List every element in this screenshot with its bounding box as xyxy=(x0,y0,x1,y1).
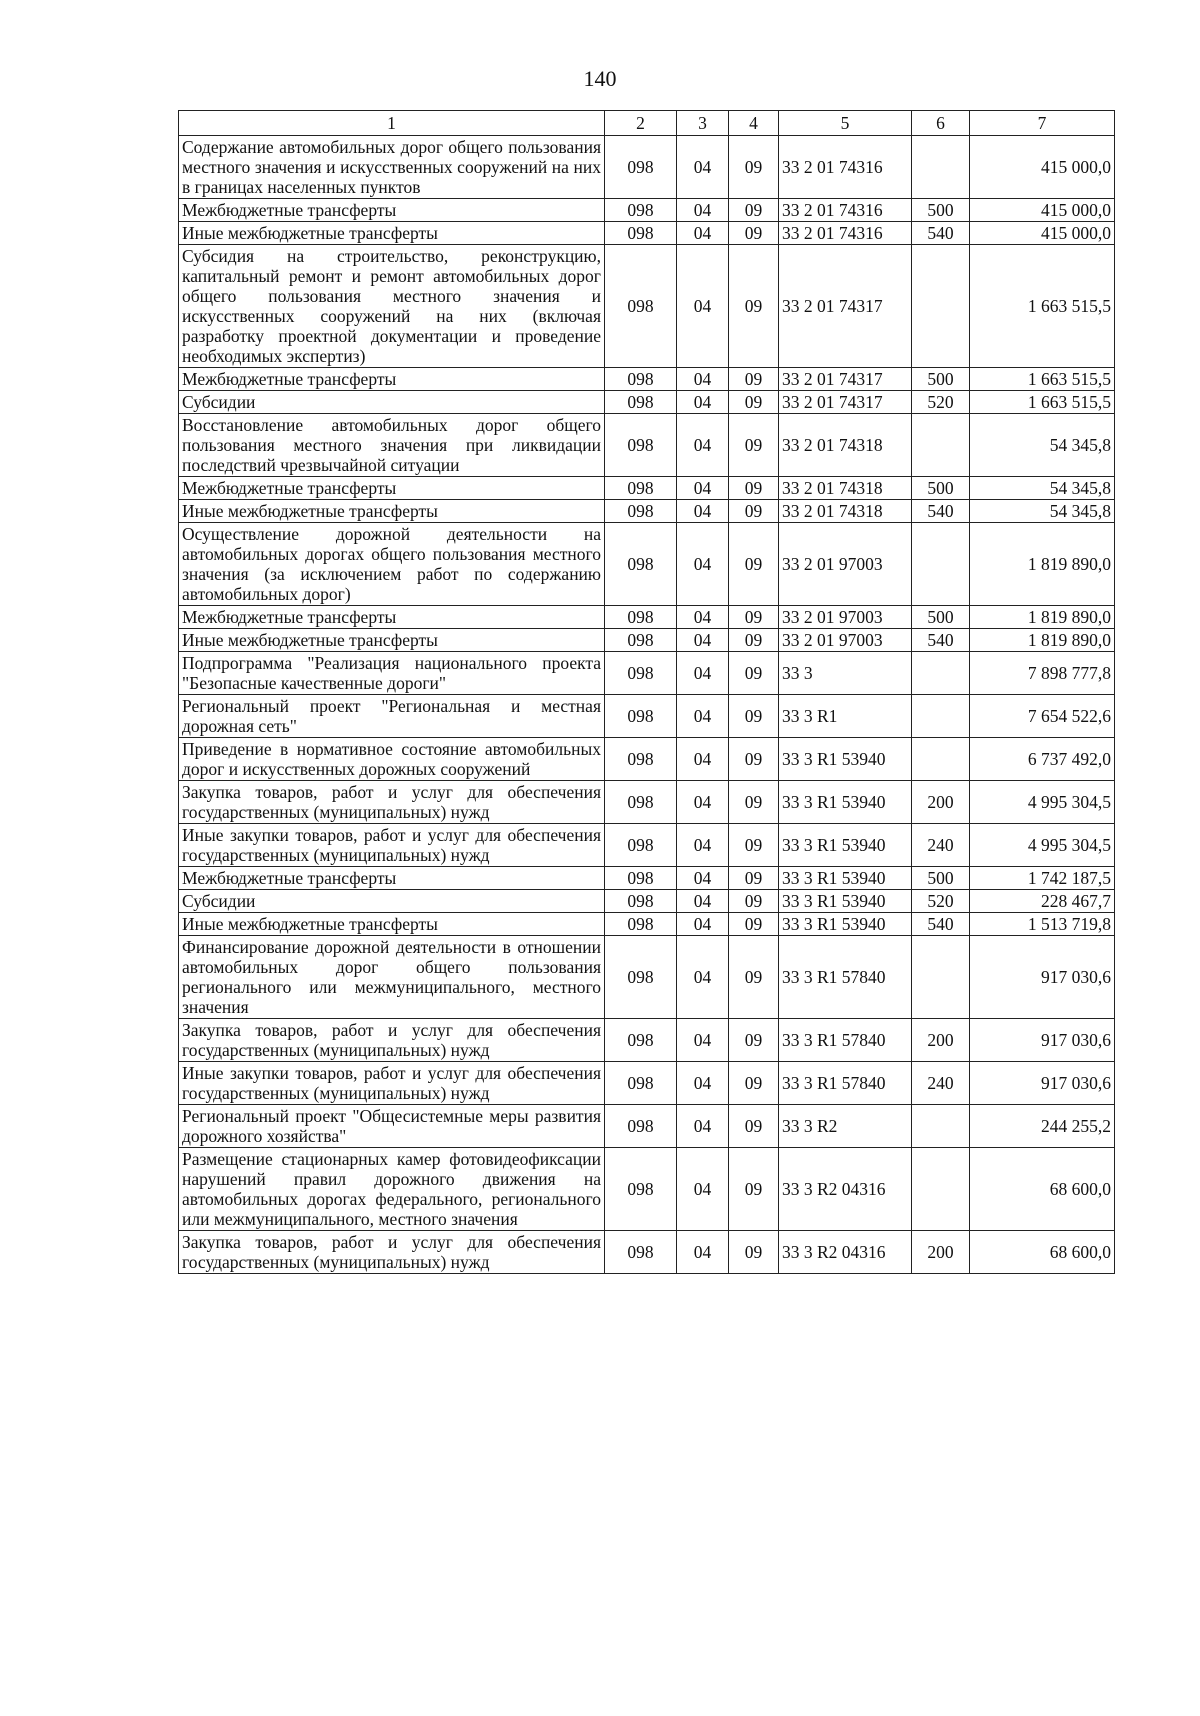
expense-type-code: 500 xyxy=(912,867,970,890)
target-article-code: 33 3 R1 xyxy=(779,695,912,738)
section-code: 04 xyxy=(677,414,729,477)
table-row xyxy=(179,136,1115,199)
amount: 4 995 304,5 xyxy=(970,824,1115,867)
expense-type-code: 540 xyxy=(912,913,970,936)
target-article-code: 33 2 01 74318 xyxy=(779,414,912,477)
target-article-code: 33 2 01 97003 xyxy=(779,606,912,629)
amount: 7 654 522,6 xyxy=(970,695,1115,738)
expense-type-code xyxy=(912,738,970,781)
section-code: 04 xyxy=(677,1148,729,1231)
table-row xyxy=(179,245,1115,368)
target-article-code: 33 2 01 74317 xyxy=(779,245,912,368)
section-code: 04 xyxy=(677,738,729,781)
amount: 1 742 187,5 xyxy=(970,867,1115,890)
subsection-code: 09 xyxy=(729,738,779,781)
table-row xyxy=(179,936,1115,1019)
subsection-code: 09 xyxy=(729,824,779,867)
ministry-code: 098 xyxy=(605,391,677,414)
table-row xyxy=(179,391,1115,414)
ministry-code: 098 xyxy=(605,936,677,1019)
target-article-code: 33 3 R1 57840 xyxy=(779,936,912,1019)
ministry-code: 098 xyxy=(605,824,677,867)
table-row xyxy=(179,523,1115,606)
amount: 68 600,0 xyxy=(970,1231,1115,1274)
ministry-code: 098 xyxy=(605,414,677,477)
expense-name: Региональный проект "Региональная и местная дорожная сеть" xyxy=(179,695,605,738)
section-code: 04 xyxy=(677,222,729,245)
subsection-code: 09 xyxy=(729,136,779,199)
amount: 244 255,2 xyxy=(970,1105,1115,1148)
ministry-code: 098 xyxy=(605,1148,677,1231)
section-code: 04 xyxy=(677,1231,729,1274)
target-article-code: 33 2 01 74318 xyxy=(779,477,912,500)
target-article-code: 33 3 R1 53940 xyxy=(779,890,912,913)
target-article-code: 33 2 01 97003 xyxy=(779,523,912,606)
subsection-code: 09 xyxy=(729,1148,779,1231)
ministry-code: 098 xyxy=(605,523,677,606)
ministry-code: 098 xyxy=(605,199,677,222)
section-code: 04 xyxy=(677,606,729,629)
subsection-code: 09 xyxy=(729,1019,779,1062)
subsection-code: 09 xyxy=(729,867,779,890)
table-row xyxy=(179,477,1115,500)
column-header: 2 xyxy=(605,111,677,136)
table-row xyxy=(179,652,1115,695)
budget-table xyxy=(178,110,1115,1274)
section-code: 04 xyxy=(677,824,729,867)
expense-name: Содержание автомобильных дорог общего пользования местного значения и искусственных сооружений на них в границах населенных пунктов xyxy=(179,136,605,199)
expense-type-code xyxy=(912,523,970,606)
section-code: 04 xyxy=(677,1105,729,1148)
table-row xyxy=(179,824,1115,867)
expense-type-code: 500 xyxy=(912,199,970,222)
table-row xyxy=(179,1062,1115,1105)
amount: 415 000,0 xyxy=(970,222,1115,245)
amount: 917 030,6 xyxy=(970,1062,1115,1105)
expense-name: Иные закупки товаров, работ и услуг для обеспечения государственных (муниципальных) нужд xyxy=(179,1062,605,1105)
ministry-code: 098 xyxy=(605,477,677,500)
table-body xyxy=(179,136,1115,1274)
table-row xyxy=(179,606,1115,629)
expense-type-code: 540 xyxy=(912,629,970,652)
subsection-code: 09 xyxy=(729,523,779,606)
subsection-code: 09 xyxy=(729,1231,779,1274)
column-header: 7 xyxy=(970,111,1115,136)
table-row xyxy=(179,738,1115,781)
subsection-code: 09 xyxy=(729,477,779,500)
ministry-code: 098 xyxy=(605,867,677,890)
expense-name: Закупка товаров, работ и услуг для обеспечения государственных (муниципальных) нужд xyxy=(179,1231,605,1274)
subsection-code: 09 xyxy=(729,936,779,1019)
subsection-code: 09 xyxy=(729,391,779,414)
amount: 54 345,8 xyxy=(970,477,1115,500)
target-article-code: 33 2 01 74317 xyxy=(779,391,912,414)
page-number: 140 xyxy=(583,66,617,91)
expense-name: Межбюджетные трансферты xyxy=(179,477,605,500)
expense-type-code xyxy=(912,652,970,695)
amount: 1 819 890,0 xyxy=(970,629,1115,652)
target-article-code: 33 3 R1 53940 xyxy=(779,913,912,936)
ministry-code: 098 xyxy=(605,1062,677,1105)
section-code: 04 xyxy=(677,695,729,738)
subsection-code: 09 xyxy=(729,652,779,695)
subsection-code: 09 xyxy=(729,199,779,222)
amount: 1 513 719,8 xyxy=(970,913,1115,936)
expense-type-code: 200 xyxy=(912,1231,970,1274)
expense-type-code xyxy=(912,1105,970,1148)
table-row xyxy=(179,781,1115,824)
expense-name: Закупка товаров, работ и услуг для обеспечения государственных (муниципальных) нужд xyxy=(179,781,605,824)
section-code: 04 xyxy=(677,1062,729,1105)
ministry-code: 098 xyxy=(605,1019,677,1062)
target-article-code: 33 3 R2 xyxy=(779,1105,912,1148)
expense-type-code xyxy=(912,936,970,1019)
table-row xyxy=(179,890,1115,913)
subsection-code: 09 xyxy=(729,1105,779,1148)
expense-name: Субсидия на строительство, реконструкцию, капитальный ремонт и ремонт автомобильных дорог общего пользования местного значения и искусственных сооружений на них (включая разработку проектной документации и проведение необходимых экспертиз) xyxy=(179,245,605,368)
expense-type-code xyxy=(912,695,970,738)
subsection-code: 09 xyxy=(729,414,779,477)
target-article-code: 33 2 01 74316 xyxy=(779,136,912,199)
expense-type-code: 200 xyxy=(912,1019,970,1062)
amount: 68 600,0 xyxy=(970,1148,1115,1231)
table-row xyxy=(179,1231,1115,1274)
subsection-code: 09 xyxy=(729,222,779,245)
amount: 1 819 890,0 xyxy=(970,606,1115,629)
expense-name: Субсидии xyxy=(179,890,605,913)
section-code: 04 xyxy=(677,913,729,936)
expense-type-code: 200 xyxy=(912,781,970,824)
target-article-code: 33 3 R1 53940 xyxy=(779,781,912,824)
table-row xyxy=(179,1019,1115,1062)
expense-type-code: 520 xyxy=(912,391,970,414)
table-row xyxy=(179,695,1115,738)
amount: 1 819 890,0 xyxy=(970,523,1115,606)
section-code: 04 xyxy=(677,652,729,695)
section-code: 04 xyxy=(677,477,729,500)
expense-type-code: 520 xyxy=(912,890,970,913)
ministry-code: 098 xyxy=(605,136,677,199)
amount: 54 345,8 xyxy=(970,414,1115,477)
subsection-code: 09 xyxy=(729,890,779,913)
expense-name: Осуществление дорожной деятельности на автомобильных дорогах общего пользования местного значения (за исключением работ по содержанию автомобильных дорог) xyxy=(179,523,605,606)
expense-name: Межбюджетные трансферты xyxy=(179,606,605,629)
ministry-code: 098 xyxy=(605,913,677,936)
expense-name: Приведение в нормативное состояние автомобильных дорог и искусственных дорожных сооружений xyxy=(179,738,605,781)
target-article-code: 33 3 xyxy=(779,652,912,695)
expense-name: Иные межбюджетные трансферты xyxy=(179,500,605,523)
subsection-code: 09 xyxy=(729,368,779,391)
expense-name: Межбюджетные трансферты xyxy=(179,199,605,222)
ministry-code: 098 xyxy=(605,222,677,245)
subsection-code: 09 xyxy=(729,500,779,523)
section-code: 04 xyxy=(677,368,729,391)
ministry-code: 098 xyxy=(605,695,677,738)
amount: 7 898 777,8 xyxy=(970,652,1115,695)
expense-type-code xyxy=(912,1148,970,1231)
expense-type-code xyxy=(912,414,970,477)
ministry-code: 098 xyxy=(605,652,677,695)
ministry-code: 098 xyxy=(605,368,677,391)
target-article-code: 33 3 R2 04316 xyxy=(779,1148,912,1231)
subsection-code: 09 xyxy=(729,695,779,738)
expense-name: Подпрограмма "Реализация национального проекта "Безопасные качественные дороги" xyxy=(179,652,605,695)
target-article-code: 33 2 01 74317 xyxy=(779,368,912,391)
ministry-code: 098 xyxy=(605,1105,677,1148)
subsection-code: 09 xyxy=(729,245,779,368)
expense-type-code: 500 xyxy=(912,606,970,629)
table-row xyxy=(179,414,1115,477)
ministry-code: 098 xyxy=(605,1231,677,1274)
column-header: 3 xyxy=(677,111,729,136)
amount: 917 030,6 xyxy=(970,936,1115,1019)
expense-name: Восстановление автомобильных дорог общего пользования местного значения при ликвидации последствий чрезвычайной ситуации xyxy=(179,414,605,477)
expense-name: Иные межбюджетные трансферты xyxy=(179,629,605,652)
amount: 415 000,0 xyxy=(970,199,1115,222)
target-article-code: 33 2 01 74316 xyxy=(779,222,912,245)
expense-name: Региональный проект "Общесистемные меры развития дорожного хозяйства" xyxy=(179,1105,605,1148)
expense-name: Межбюджетные трансферты xyxy=(179,368,605,391)
amount: 1 663 515,5 xyxy=(970,245,1115,368)
expense-type-code: 540 xyxy=(912,222,970,245)
expense-type-code xyxy=(912,136,970,199)
table-row xyxy=(179,867,1115,890)
target-article-code: 33 3 R1 53940 xyxy=(779,738,912,781)
section-code: 04 xyxy=(677,136,729,199)
expense-name: Размещение стационарных камер фотовидеофиксации нарушений правил дорожного движения на автомобильных дорогах федерального, регионального или межмуниципального, местного значения xyxy=(179,1148,605,1231)
amount: 4 995 304,5 xyxy=(970,781,1115,824)
expense-name: Иные межбюджетные трансферты xyxy=(179,913,605,936)
table-row xyxy=(179,368,1115,391)
subsection-code: 09 xyxy=(729,629,779,652)
amount: 415 000,0 xyxy=(970,136,1115,199)
table-row xyxy=(179,222,1115,245)
expense-name: Субсидии xyxy=(179,391,605,414)
amount: 917 030,6 xyxy=(970,1019,1115,1062)
section-code: 04 xyxy=(677,391,729,414)
column-header: 1 xyxy=(179,111,605,136)
section-code: 04 xyxy=(677,867,729,890)
table-row xyxy=(179,1105,1115,1148)
ministry-code: 098 xyxy=(605,629,677,652)
section-code: 04 xyxy=(677,629,729,652)
expense-type-code: 240 xyxy=(912,1062,970,1105)
expense-type-code xyxy=(912,245,970,368)
subsection-code: 09 xyxy=(729,1062,779,1105)
column-header: 6 xyxy=(912,111,970,136)
ministry-code: 098 xyxy=(605,738,677,781)
column-header: 4 xyxy=(729,111,779,136)
expense-name: Закупка товаров, работ и услуг для обеспечения государственных (муниципальных) нужд xyxy=(179,1019,605,1062)
section-code: 04 xyxy=(677,523,729,606)
expense-type-code: 240 xyxy=(912,824,970,867)
amount: 54 345,8 xyxy=(970,500,1115,523)
expense-name: Иные межбюджетные трансферты xyxy=(179,222,605,245)
expense-type-code: 540 xyxy=(912,500,970,523)
table-row xyxy=(179,500,1115,523)
column-number-header-row xyxy=(179,111,1115,136)
target-article-code: 33 2 01 97003 xyxy=(779,629,912,652)
expense-type-code: 500 xyxy=(912,477,970,500)
target-article-code: 33 2 01 74318 xyxy=(779,500,912,523)
section-code: 04 xyxy=(677,890,729,913)
subsection-code: 09 xyxy=(729,781,779,824)
section-code: 04 xyxy=(677,936,729,1019)
ministry-code: 098 xyxy=(605,245,677,368)
section-code: 04 xyxy=(677,1019,729,1062)
table-row xyxy=(179,199,1115,222)
target-article-code: 33 3 R1 53940 xyxy=(779,824,912,867)
ministry-code: 098 xyxy=(605,500,677,523)
target-article-code: 33 2 01 74316 xyxy=(779,199,912,222)
column-header: 5 xyxy=(779,111,912,136)
ministry-code: 098 xyxy=(605,781,677,824)
target-article-code: 33 3 R1 53940 xyxy=(779,867,912,890)
target-article-code: 33 3 R1 57840 xyxy=(779,1062,912,1105)
expense-name: Межбюджетные трансферты xyxy=(179,867,605,890)
subsection-code: 09 xyxy=(729,913,779,936)
section-code: 04 xyxy=(677,245,729,368)
table-row xyxy=(179,1148,1115,1231)
target-article-code: 33 3 R2 04316 xyxy=(779,1231,912,1274)
amount: 6 737 492,0 xyxy=(970,738,1115,781)
section-code: 04 xyxy=(677,781,729,824)
target-article-code: 33 3 R1 57840 xyxy=(779,1019,912,1062)
ministry-code: 098 xyxy=(605,606,677,629)
ministry-code: 098 xyxy=(605,890,677,913)
expense-name: Финансирование дорожной деятельности в отношении автомобильных дорог общего пользования регионального или межмуниципального, местного значения xyxy=(179,936,605,1019)
table-row xyxy=(179,629,1115,652)
section-code: 04 xyxy=(677,500,729,523)
table-row xyxy=(179,913,1115,936)
subsection-code: 09 xyxy=(729,606,779,629)
expense-type-code: 500 xyxy=(912,368,970,391)
expense-name: Иные закупки товаров, работ и услуг для обеспечения государственных (муниципальных) нужд xyxy=(179,824,605,867)
amount: 1 663 515,5 xyxy=(970,368,1115,391)
section-code: 04 xyxy=(677,199,729,222)
amount: 1 663 515,5 xyxy=(970,391,1115,414)
amount: 228 467,7 xyxy=(970,890,1115,913)
